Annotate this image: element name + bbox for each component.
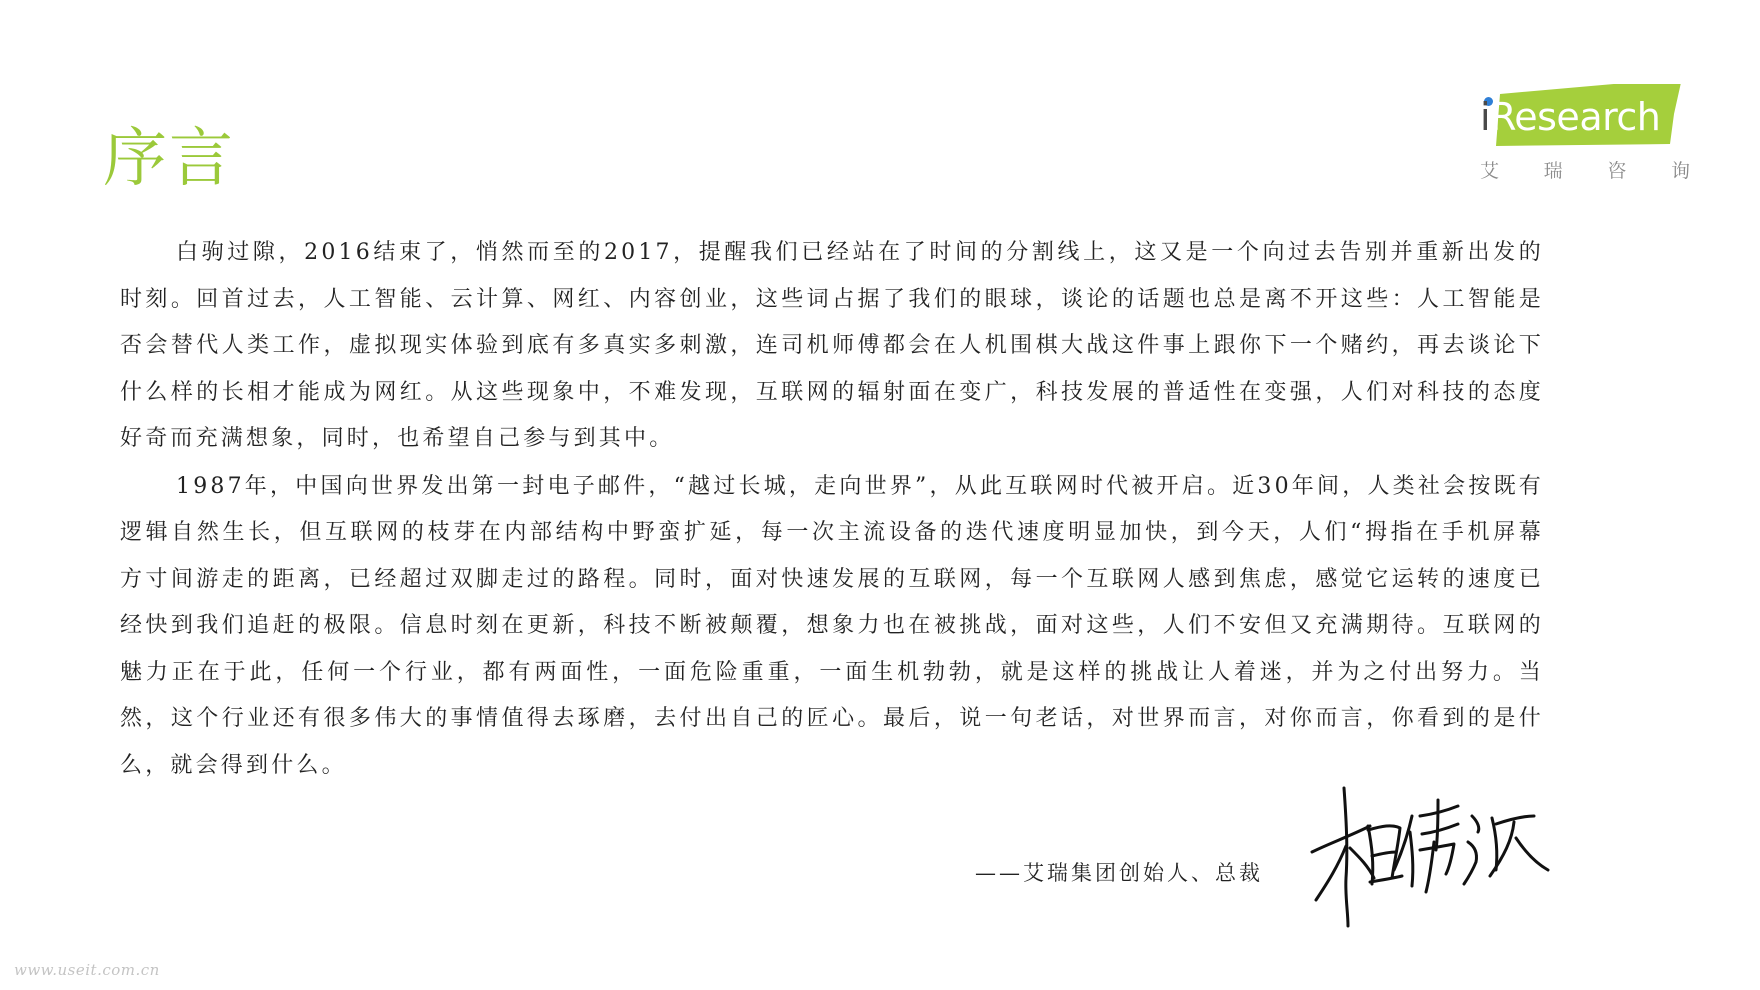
logo-subtitle-char: 询 <box>1670 160 1690 182</box>
logo-subtitle <box>1480 158 1690 184</box>
logo-subtitle-char: 咨 <box>1607 160 1627 182</box>
watermark-text: www.useit.com.cn <box>14 961 160 979</box>
logo-subtitle-char: 瑞 <box>1543 160 1563 182</box>
handwritten-signature <box>1308 786 1558 936</box>
author-attribution: ——艾瑞集团创始人、总裁 <box>975 861 1263 885</box>
preface-paragraph-2: 1987年，中国向世界发出第一封电子邮件，“越过长城，走向世界”，从此互联网时代被开启。近30年间，人类社会按既有逻辑自然生长，但互联网的枝芽在内部结构中野蛮扩延，每一次主流设备的迭代速度明显加快，到今天，人们“拇指在手机屏幕方寸间游走的距离，已经超过双脚走过的路程。同时，面对快速发展的互联网，每一个互联网人感到焦虑，感觉它运转的速度已经快到我们追赶的极限。信息时刻在更新，科技不断被颠覆，想象力也在被挑战，面对这些，人们不安但又充满期待。互联网的魅力正在于此，任何一个行业，都有两面性，一面危险重重，一面生机勃勃，就是这样的挑战让人着迷，并为之付出努力。当然，这个行业还有很多伟大的事情值得去琢磨，去付出自己的匠心。最后，说一句老话，对世界而言，对你而言，你看到的是什么，就会得到什么。 <box>120 473 1544 778</box>
logo-letter-i: i <box>1480 95 1491 139</box>
logo-wordmark <box>1480 92 1660 142</box>
page-title: 序言 <box>103 121 235 196</box>
logo-subtitle-char: 艾 <box>1480 160 1500 182</box>
preface-body <box>120 230 1544 790</box>
iresearch-logo <box>1478 84 1690 188</box>
preface-paragraph-1: 白驹过隙，2016结束了，悄然而至的2017，提醒我们已经站在了时间的分割线上，这又是一个向过去告别并重新出发的时刻。回首过去，人工智能、云计算、网红、内容创业，这些词占据了我们的眼球，谈论的话题也总是离不开这些：人工智能是否会替代人类工作，虚拟现实体验到底有多真实多刺激，连司机师傅都会在人机围棋大战这件事上跟你下一个赌约，再去谈论下什么样的长相才能成为网红。从这些现象中，不难发现，互联网的辐射面在变广，科技发展的普适性在变强，人们对科技的态度好奇而充满想象，同时，也希望自己参与到其中。 <box>120 240 1544 451</box>
logo-letters-research: Research <box>1490 95 1661 139</box>
